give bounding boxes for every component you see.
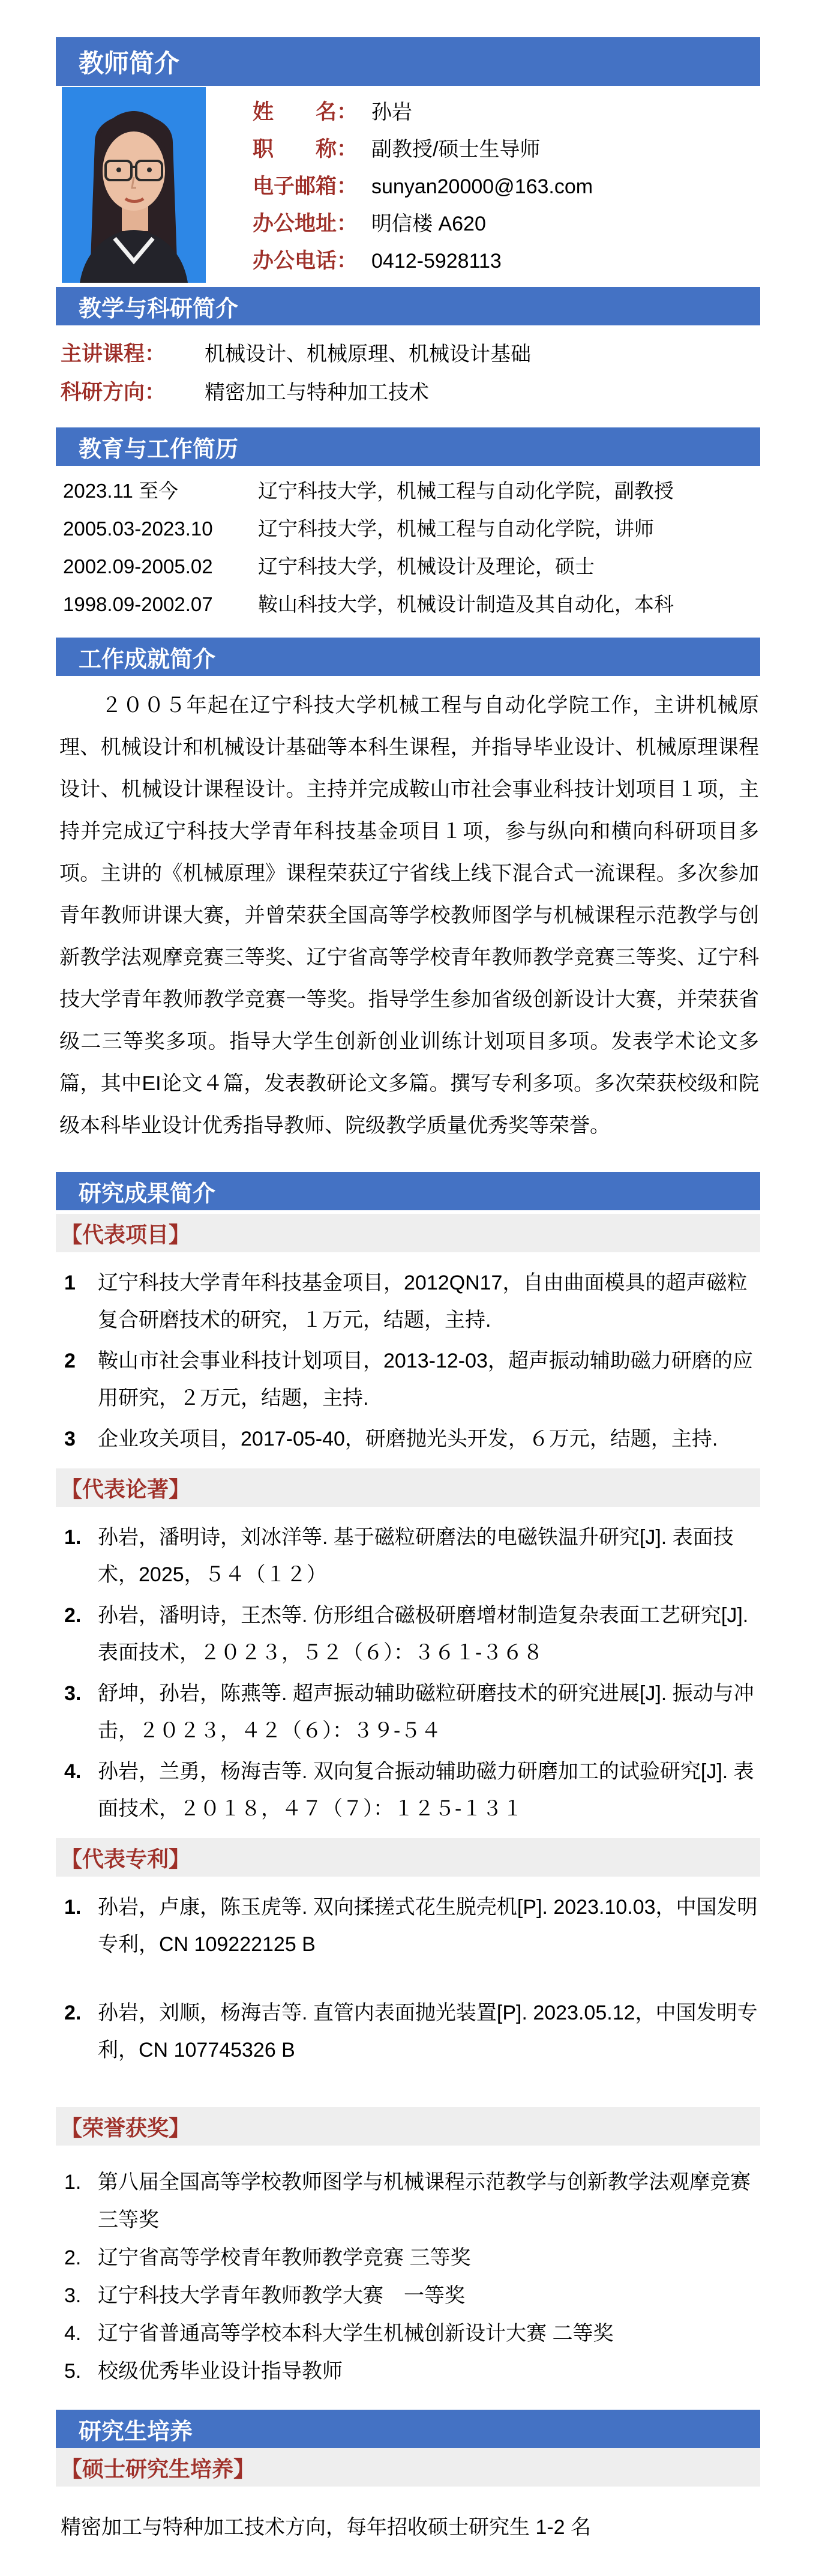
profile-info bbox=[253, 87, 593, 282]
item-number: 2. bbox=[64, 2246, 82, 2269]
paper-item bbox=[56, 1753, 760, 1827]
item-number: 1 bbox=[64, 1271, 76, 1294]
item-number: 3 bbox=[64, 1428, 76, 1450]
item-number: 5. bbox=[64, 2360, 82, 2383]
research-direction-row bbox=[61, 376, 760, 414]
section-header-history bbox=[56, 427, 760, 466]
item-number: 4. bbox=[64, 2322, 82, 2345]
courses-row bbox=[61, 337, 760, 376]
band-papers bbox=[56, 1468, 760, 1507]
item-text: 辽宁省高等学校青年教师教学竞赛 三等奖 bbox=[98, 2246, 471, 2269]
history-detail: 辽宁科技大学，机械设计及理论，硕士 bbox=[258, 555, 595, 578]
history-period: 2023.11 至今 bbox=[63, 480, 179, 502]
history-row bbox=[63, 589, 760, 627]
name-label: 姓 名： bbox=[253, 100, 358, 124]
title-label: 职 称： bbox=[253, 137, 358, 161]
achievements-paragraph: ２００５年起在辽宁科技大学机械工程与自动化学院工作，主讲机械原理、机械设计和机械设计基础等本科生课程，并指导毕业设计、机械原理课程设计、机械设计课程设计。主持并完成鞍山市社会事业科技计划项目１项，主持并完成辽宁科技大学青年科技基金项目１项，参与纵向和横向科研项目多项。主讲的《机械原理》课程荣获辽宁省线上线下混合式一流课程。多次参加青年教师讲课大赛，并曾荣获全国高等学校教师图学与机械课程示范教学与创新教学法观摩竞赛三等奖、辽宁省高等学校青年教师教学竞赛三等奖、辽宁科技大学青年教师教学竞赛一等奖。指导学生参加省级创新设计大赛，并荣获省级二三等奖多项。指导大学生创新创业训练计划项目多项。发表学术论文多篇，其中EI论文４篇，发表教研论文多篇。撰写专利多项。多次荣获校级和院级本科毕业设计优秀指导教师、院级教学质量优秀奖等荣誉。 bbox=[59, 694, 759, 1137]
item-text: 孙岩，潘明诗，王杰等. 仿形组合磁极研磨增材制造复杂表面工艺研究[J]. 表面技术，２０２３，５２（６）：３６１-３６８ bbox=[98, 1604, 749, 1664]
item-number: 1. bbox=[64, 2171, 82, 2194]
item-text: 辽宁科技大学青年科技基金项目，2012QN17，自由曲面模具的超声磁粒复合研磨技术的研究，１万元，结题，主持. bbox=[98, 1271, 748, 1332]
history-row bbox=[63, 513, 760, 551]
teaching-block bbox=[56, 325, 760, 427]
section-header-graduate bbox=[56, 2410, 760, 2448]
info-row-title bbox=[253, 133, 593, 170]
paper-item bbox=[56, 1597, 760, 1671]
item-text: 第八届全国高等学校教师图学与机械课程示范教学与创新教学法观摩竞赛 三等奖 bbox=[98, 2171, 751, 2231]
band-honors bbox=[56, 2107, 760, 2146]
item-text: 鞍山市社会事业科技计划项目，2013-12-03，超声振动辅助磁力研磨的应用研究，２万元，结题，主持. bbox=[98, 1350, 753, 1410]
history-period: 2002.09-2005.02 bbox=[63, 555, 213, 578]
item-text: 孙岩，刘顺，杨海吉等. 直管内表面抛光装置[P]. 2023.05.12，中国发明专利，CN 107745326 B bbox=[98, 2001, 758, 2062]
project-item bbox=[56, 1342, 760, 1417]
phone-value: 0412-5928113 bbox=[371, 250, 502, 273]
item-text: 孙岩，卢康，陈玉虎等. 双向揉搓式花生脱壳机[P]. 2023.10.03，中国发明专利，CN 109222125 B bbox=[98, 1896, 758, 1956]
item-text: 舒坤，孙岩，陈燕等. 超声振动辅助磁粒研磨技术的研究进展[J]. 振动与冲击，２０２３，４２（６）：３９-５４ bbox=[98, 1682, 754, 1742]
honor-item bbox=[56, 2164, 760, 2239]
paper-item bbox=[56, 1675, 760, 1749]
paper-item bbox=[56, 1519, 760, 1593]
patent-item bbox=[56, 1994, 760, 2069]
email-label: 电子邮箱： bbox=[253, 175, 358, 198]
info-row-name bbox=[253, 95, 593, 133]
band-patents bbox=[56, 1838, 760, 1877]
band-label: 【硕士研究生培养】 bbox=[61, 2456, 256, 2481]
patents-list bbox=[56, 1877, 760, 2104]
project-item bbox=[56, 1264, 760, 1339]
email-value: sunyan20000@163.com bbox=[371, 175, 593, 198]
section-header-teacher-intro bbox=[56, 37, 760, 86]
section-title: 研究成果简介 bbox=[79, 1181, 216, 1207]
honor-item bbox=[56, 2277, 760, 2315]
band-master-training bbox=[56, 2448, 760, 2487]
title-value: 副教授/硕士生导师 bbox=[371, 138, 541, 161]
item-number: 2. bbox=[64, 2001, 82, 2024]
office-value: 明信楼 A620 bbox=[371, 213, 486, 235]
info-row-phone bbox=[253, 244, 593, 282]
history-row bbox=[63, 551, 760, 589]
projects-list bbox=[56, 1252, 760, 1465]
history-block bbox=[56, 466, 760, 638]
profile-block bbox=[56, 86, 760, 284]
info-row-office bbox=[253, 207, 593, 244]
item-number: 3. bbox=[64, 2284, 82, 2307]
honors-list bbox=[56, 2146, 760, 2394]
section-header-research bbox=[56, 1172, 760, 1210]
history-detail: 辽宁科技大学，机械工程与自动化学院，讲师 bbox=[258, 517, 654, 540]
section-title: 教师简介 bbox=[79, 49, 180, 77]
courses-label: 主讲课程： bbox=[61, 342, 166, 366]
research-direction-value: 精密加工与特种加工技术 bbox=[205, 381, 429, 404]
info-row-email bbox=[253, 170, 593, 207]
honor-item bbox=[56, 2239, 760, 2277]
item-number: 4. bbox=[64, 1760, 82, 1783]
history-detail: 辽宁科技大学，机械工程与自动化学院，副教授 bbox=[258, 480, 674, 502]
history-detail: 鞍山科技大学，机械设计制造及其自动化，本科 bbox=[258, 593, 674, 615]
section-title: 研究生培养 bbox=[79, 2419, 193, 2445]
section-header-achievements bbox=[56, 638, 760, 676]
bottom-spacer bbox=[56, 2540, 760, 2576]
item-text: 孙岩，兰勇，杨海吉等. 双向复合振动辅助磁力研磨加工的试验研究[J]. 表面技术，２０１８，４７（７）：１２５-１３１ bbox=[98, 1760, 754, 1820]
section-title: 教育与工作简历 bbox=[79, 436, 239, 462]
honor-item bbox=[56, 2353, 760, 2390]
item-text: 辽宁科技大学青年教师教学大赛 一等奖 bbox=[98, 2284, 465, 2307]
section-title: 教学与科研简介 bbox=[79, 296, 239, 322]
project-item bbox=[56, 1420, 760, 1458]
name-value: 孙岩 bbox=[371, 101, 412, 124]
section-title: 工作成就简介 bbox=[79, 647, 216, 672]
band-projects bbox=[56, 1214, 760, 1252]
item-number: 3. bbox=[64, 1682, 82, 1705]
office-label: 办公地址： bbox=[253, 212, 358, 235]
phone-label: 办公电话： bbox=[253, 249, 358, 273]
history-period: 1998.09-2002.07 bbox=[63, 593, 213, 615]
item-text: 孙岩，潘明诗，刘冰洋等. 基于磁粒研磨法的电磁铁温升研究[J]. 表面技术，2025，５４（１２） bbox=[98, 1526, 734, 1586]
graduate-recruiting-text: 精密加工与特种加工技术方向，每年招收硕士研究生 1-2 名 bbox=[61, 2516, 592, 2539]
courses-value: 机械设计、机械原理、机械设计基础 bbox=[205, 343, 531, 366]
item-text: 辽宁省普通高等学校本科大学生机械创新设计大赛 二等奖 bbox=[98, 2322, 614, 2345]
teacher-photo bbox=[62, 87, 206, 283]
item-number: 1. bbox=[64, 1526, 82, 1549]
band-label: 【代表项目】 bbox=[61, 1222, 191, 1247]
patent-item bbox=[56, 1889, 760, 1963]
band-label: 【代表论著】 bbox=[61, 1476, 191, 1501]
section-header-teaching bbox=[56, 287, 760, 325]
band-label: 【荣誉获奖】 bbox=[61, 2115, 191, 2140]
teacher-portrait-illustration bbox=[62, 87, 206, 283]
item-number: 2. bbox=[64, 1604, 82, 1627]
research-direction-label: 科研方向： bbox=[61, 381, 166, 404]
item-number: 2 bbox=[64, 1350, 76, 1372]
item-text: 校级优秀毕业设计指导教师 bbox=[98, 2360, 343, 2383]
page-content bbox=[56, 0, 760, 2576]
history-row bbox=[63, 475, 760, 513]
honor-item bbox=[56, 2315, 760, 2353]
band-label: 【代表专利】 bbox=[61, 1846, 191, 1871]
history-period: 2005.03-2023.10 bbox=[63, 517, 213, 540]
papers-list bbox=[56, 1507, 760, 1835]
item-text: 企业攻关项目，2017-05-40，研磨抛光头开发，６万元，结题，主持. bbox=[98, 1428, 718, 1450]
item-number: 1. bbox=[64, 1896, 82, 1919]
